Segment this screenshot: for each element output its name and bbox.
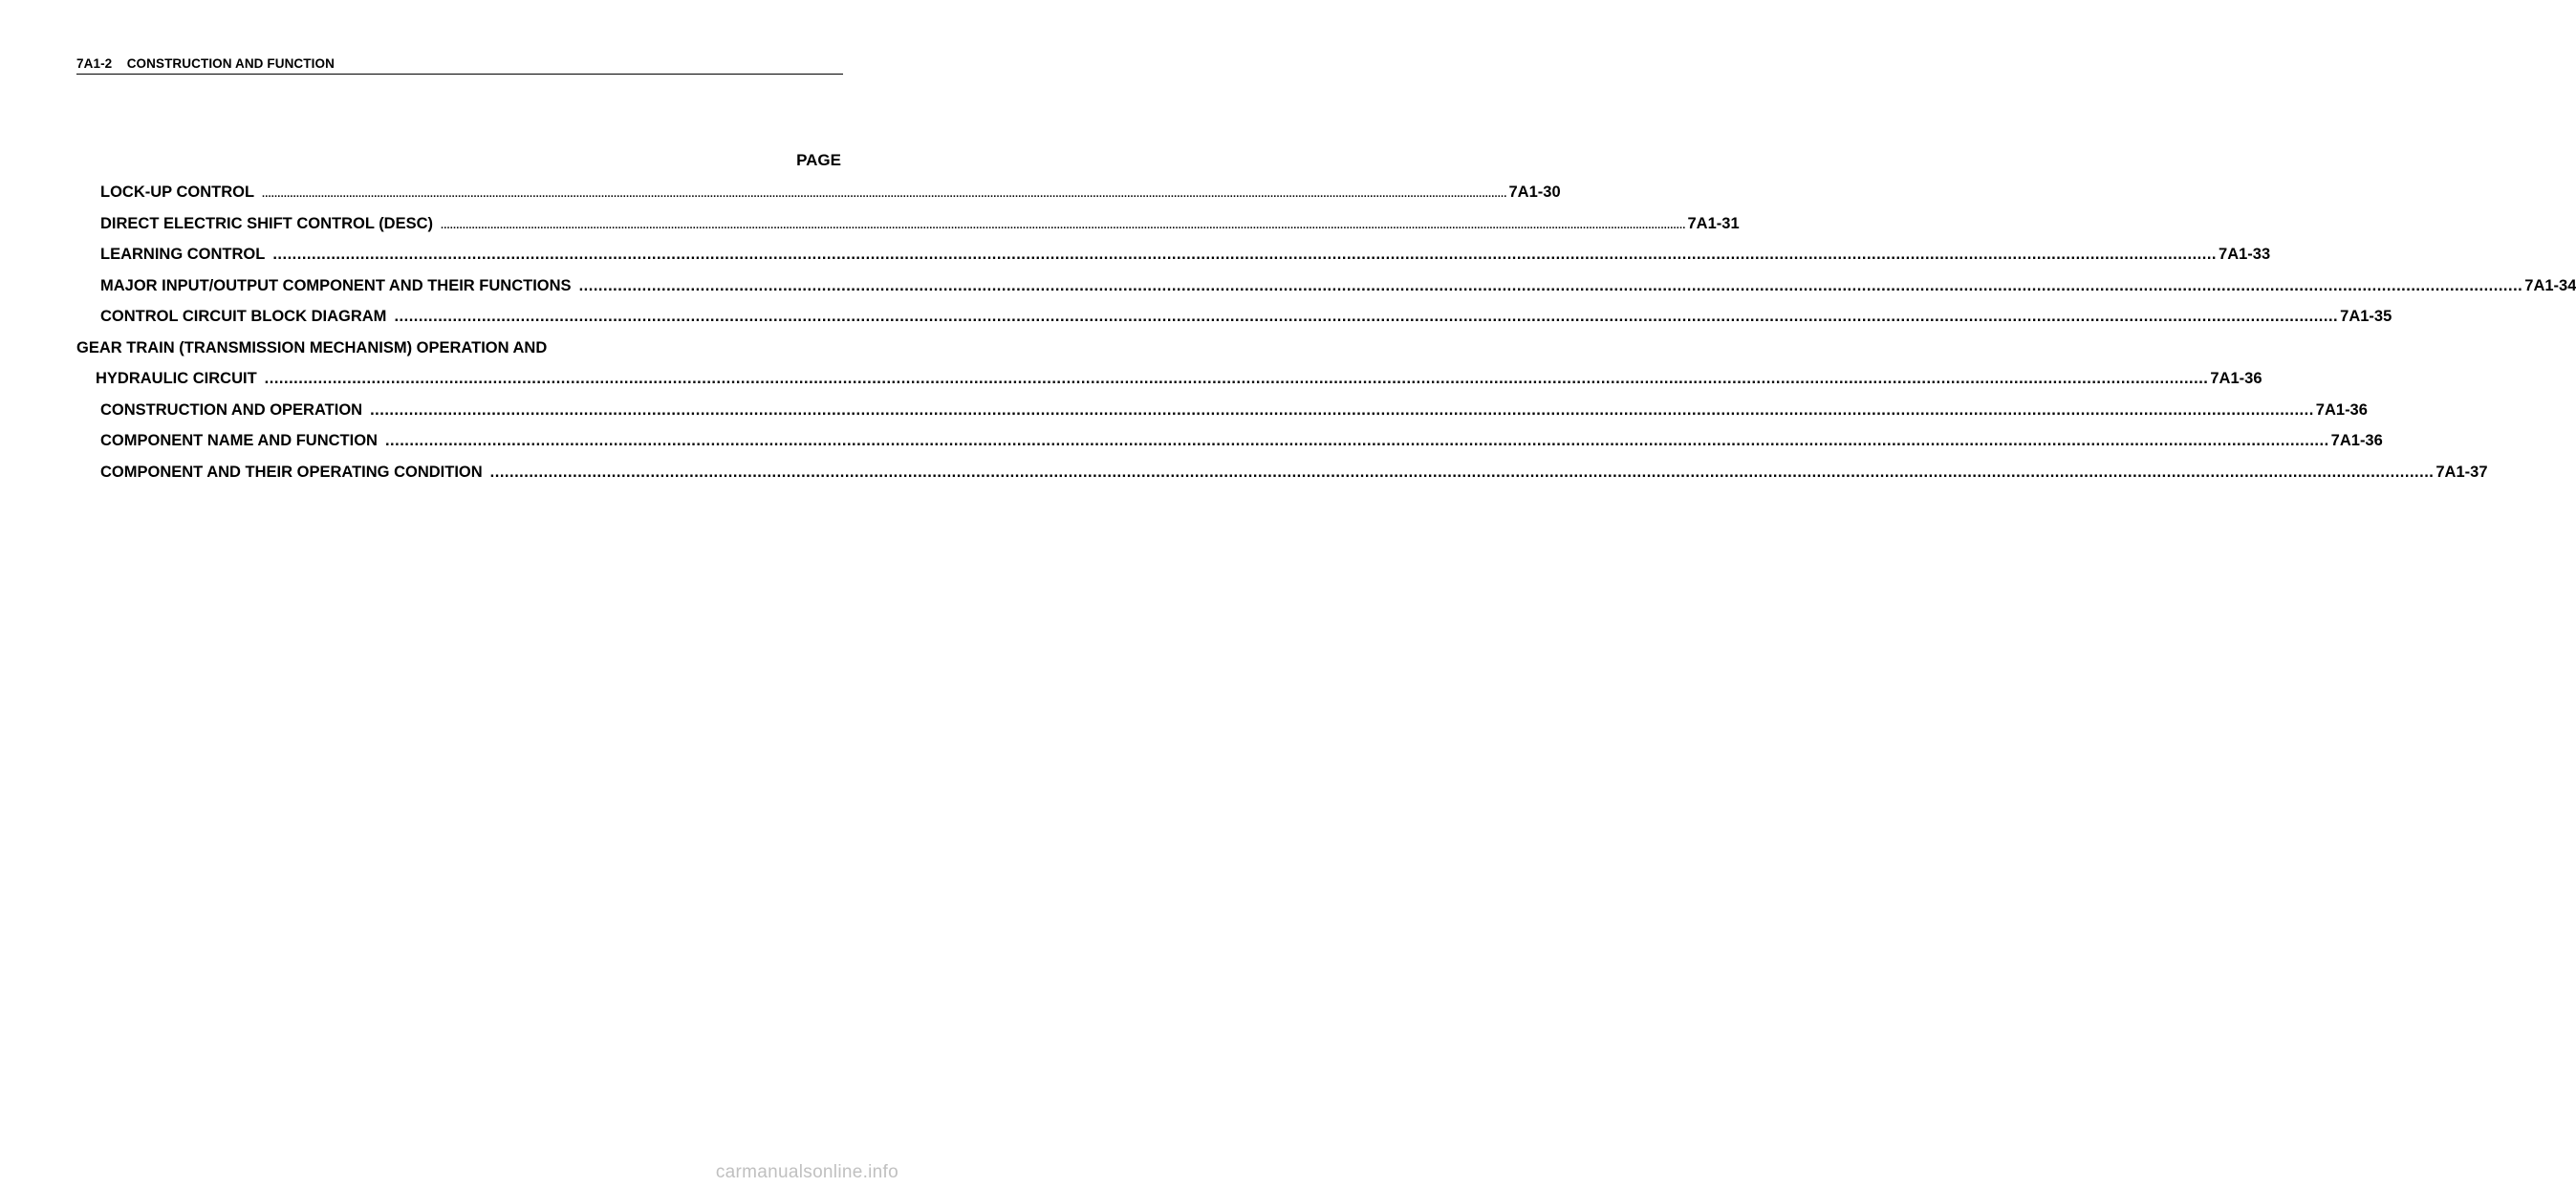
toc-entry-page: 7A1-31	[1687, 214, 1740, 232]
toc-entry-title: MAJOR INPUT/OUTPUT COMPONENT AND THEIR FUNCTIONS	[100, 276, 572, 294]
toc-leader-dots: ................................................................................................................................................................................................................................................................................................................................................................................................................	[394, 308, 2339, 325]
toc-entry	[76, 308, 2392, 339]
toc-leader-dots: ................................................................................................................................................................................................................................................................................................................................................................................................................	[264, 370, 2209, 387]
toc-entry-line	[100, 214, 1740, 233]
toc-entry-page: 7A1-37	[2435, 463, 2488, 481]
toc-entry	[76, 183, 1561, 215]
toc-entry	[76, 432, 2383, 464]
toc-entry-page: 7A1-30	[1508, 183, 1561, 201]
toc-entry-line	[100, 400, 2368, 420]
toc-leader-dots: ................................................................................................................................................................................................................................................................................................................................................................................................................	[578, 276, 2523, 294]
header-section: 7A1-2	[76, 56, 113, 71]
toc-entry-title: COMPONENT NAME AND FUNCTION	[100, 432, 378, 449]
toc-entry-title: COMPONENT AND THEIR OPERATING CONDITION	[100, 463, 483, 481]
toc-entry-line	[100, 246, 2271, 264]
toc-entry	[76, 339, 841, 371]
toc-entry	[76, 400, 2368, 433]
toc-entry-title: CONTROL CIRCUIT BLOCK DIAGRAM	[100, 308, 387, 325]
toc-entry	[76, 246, 2271, 277]
toc-entry-page: 7A1-36	[2315, 400, 2368, 419]
page-column-heading: PAGE	[796, 151, 841, 169]
header-text	[76, 56, 335, 71]
toc-entry-title: HYDRAULIC CIRCUIT	[96, 370, 257, 387]
toc-entry-title: GEAR TRAIN (TRANSMISSION MECHANISM) OPERATION AND	[76, 338, 548, 356]
toc-entry-title: CONSTRUCTION AND OPERATION	[100, 400, 363, 419]
toc-entry-title: DIRECT ELECTRIC SHIFT CONTROL (DESC)	[100, 214, 434, 232]
toc-entry-line	[96, 370, 2262, 388]
toc-entry-line	[100, 183, 1561, 202]
toc-entry-page: 7A1-36	[2210, 370, 2262, 387]
toc-entry-page: 7A1-33	[2219, 246, 2271, 263]
header-title: CONSTRUCTION AND FUNCTION	[126, 56, 335, 71]
toc-entry	[76, 370, 2262, 401]
toc-leader-dots: ................................................................................................................................................................................................................................................................................................................................................................................................................	[370, 400, 2314, 419]
toc-leader-dots: ................................................................................................................................................................................................................................................................................................................................................................................................................	[262, 188, 1507, 200]
toc-entry-line	[100, 463, 2488, 482]
toc-entry-line	[100, 432, 2383, 450]
toc-entry-line	[100, 308, 2392, 326]
page-header	[76, 55, 843, 75]
table-of-contents	[76, 183, 2576, 494]
toc-leader-dots: ................................................................................................................................................................................................................................................................................................................................................................................................................	[489, 463, 2435, 481]
watermark-text: carmanualsonline.info	[715, 1162, 898, 1182]
toc-entry-title: LEARNING CONTROL	[100, 246, 266, 263]
toc-entry-page: 7A1-36	[2330, 432, 2383, 449]
toc-entry	[76, 214, 1740, 247]
toc-entry	[76, 463, 2488, 495]
toc-leader-dots: ................................................................................................................................................................................................................................................................................................................................................................................................................	[441, 219, 1686, 231]
toc-entry-page: 7A1-34	[2524, 276, 2576, 294]
toc-leader-dots: ................................................................................................................................................................................................................................................................................................................................................................................................................	[272, 246, 2218, 263]
toc-entry	[76, 276, 2576, 309]
toc-entry-line	[76, 339, 841, 357]
toc-entry-title: LOCK-UP CONTROL	[100, 183, 255, 201]
toc-leader-dots: ................................................................................................................................................................................................................................................................................................................................................................................................................	[384, 432, 2329, 449]
toc-entry-page: 7A1-35	[2340, 308, 2392, 325]
toc-entry-line	[100, 276, 2576, 295]
